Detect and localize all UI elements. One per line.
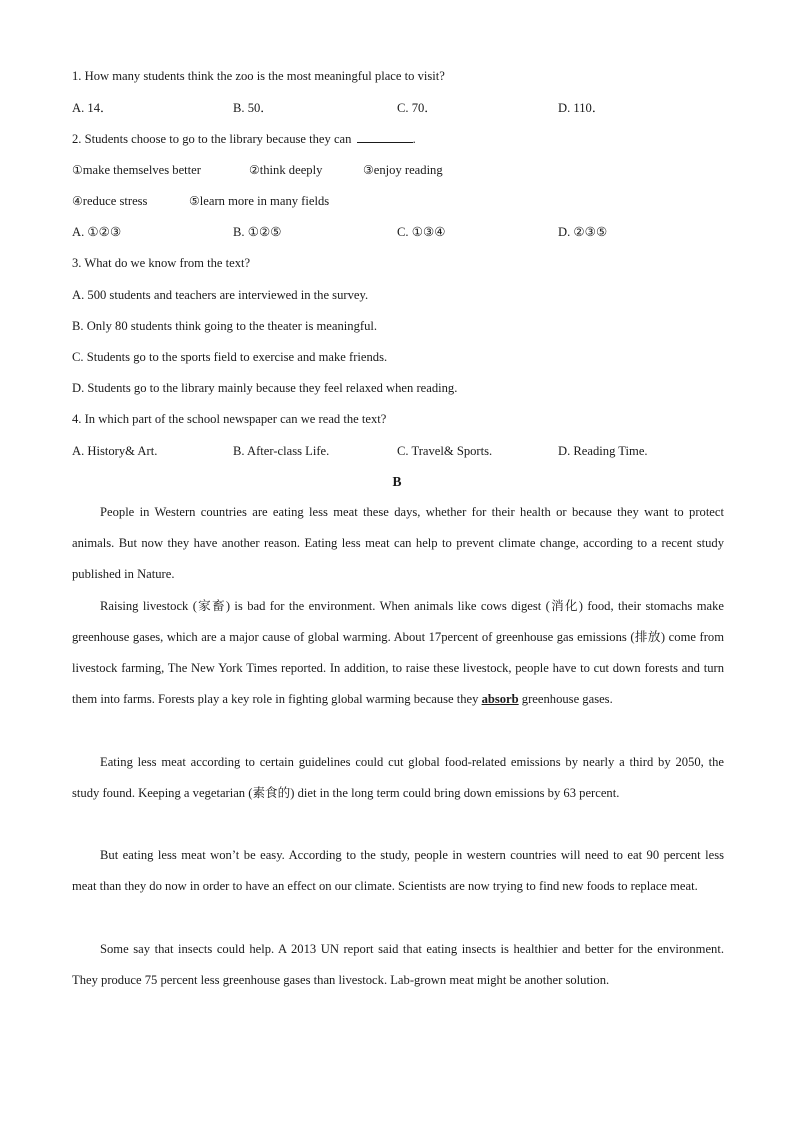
circled-5: ⑤ [189,194,200,208]
paragraph-5: Some say that insects could help. A 2013 UN report said that eating insects is healthier and better for the environment. They produce 75 percent less greenhouse gases than livestock. Lab-grown meat might be another solution. [72,942,724,988]
circled-1: ① [72,163,83,177]
q3-option-c: C. Students go to the sports field to exercise and make friends. [72,350,388,364]
q1-option-a: A. 14． [72,101,113,115]
circled-2: ② [249,163,260,177]
q2-choice-2-text: think deeply [259,163,323,177]
keyword-absorb: absorb [481,692,519,707]
q2-choice-2 [249,162,322,178]
q2-option-c: C. ①③④ [397,225,446,239]
q3-option-b: B. Only 80 students think going to the theater is meaningful. [72,319,378,333]
q2-choice-3 [363,162,443,178]
q4-option-c: C. Travel& Sports. [397,444,493,458]
q4-option-a: A. History& Art. [72,444,158,458]
question-2-choices-row-1 [72,162,722,178]
q2-choice-4 [72,193,147,209]
paragraph-2-end: greenhouse gases. [518,692,613,707]
q4-option-b: B. After-class Life. [233,444,330,458]
question-2-options [72,224,722,240]
q2-option-a: A. ①②③ [72,225,122,239]
q2-option-b: B. ①②⑤ [233,225,282,239]
q2-choice-5-text: learn more in many fields [199,194,330,208]
q2-choice-5 [189,193,329,209]
q3-option-d: D. Students go to the library mainly because they feel relaxed when reading. [72,381,458,395]
q2-option-d: D. ②③⑤ [558,225,608,239]
section-heading: B [392,474,402,489]
question-3-stem: 3. What do we know from the text? [72,256,251,270]
paragraph-1: People in Western countries are eating less meat these days, whether for their health or because they want to protect animals. But now they have another reason. Eating less meat can help to prevent climate change, according to a recent study published in Nature. [72,505,724,582]
question-2-stem [72,131,416,147]
paragraph-2 [72,591,724,715]
q2-choice-1 [72,162,201,178]
q4-option-d: D. Reading Time. [558,444,648,458]
q2-stem-end: . [412,132,416,146]
question-2-choices-row-2 [72,193,722,209]
paragraph-2-text: Raising livestock (家畜) is bad for the environment. When animals like cows digest (消化) food, their stomachs make greenhouse gases, which are a major cause of global warming. About 17percent of greenhouse gas emissions (排放) come from livestock farming, The New York Times reported. In addition, to raise these livestock, people have to cut down forests and turn them into farms. Forests play a key role in fighting global warming because they [72,599,724,707]
paragraph-4: But eating less meat won’t be easy. According to the study, people in western countries will need to eat 90 percent less meat than they do now in order to have an effect on our climate. Scientists are now trying to find new foods to replace meat. [72,848,724,894]
paragraph-3: Eating less meat according to certain guidelines could cut global food-related emissions by nearly a third by 2050, the study found. Keeping a vegetarian (素食的) diet in the long term could bring down emissions by 63 percent. [72,755,724,801]
q1-option-c: C. 70． [397,101,437,115]
question-1-options [72,100,722,116]
q2-choice-3-text: enjoy reading [373,163,443,177]
q2-choice-4-text: reduce stress [82,194,148,208]
q2-choice-1-text: make themselves better [82,163,201,177]
question-1-stem: 1. How many students think the zoo is the most meaningful place to visit? [72,69,445,83]
answer-blank [357,131,413,143]
q3-option-a: A. 500 students and teachers are interviewed in the survey. [72,288,369,302]
circled-4: ④ [72,194,83,208]
circled-3: ③ [363,163,374,177]
q1-option-d: D. 110． [558,101,605,115]
q2-stem-text: 2. Students choose to go to the library because they can [72,132,352,146]
question-4-stem: 4. In which part of the school newspaper can we read the text? [72,412,387,426]
q1-option-b: B. 50． [233,101,273,115]
question-4-options [72,443,722,459]
